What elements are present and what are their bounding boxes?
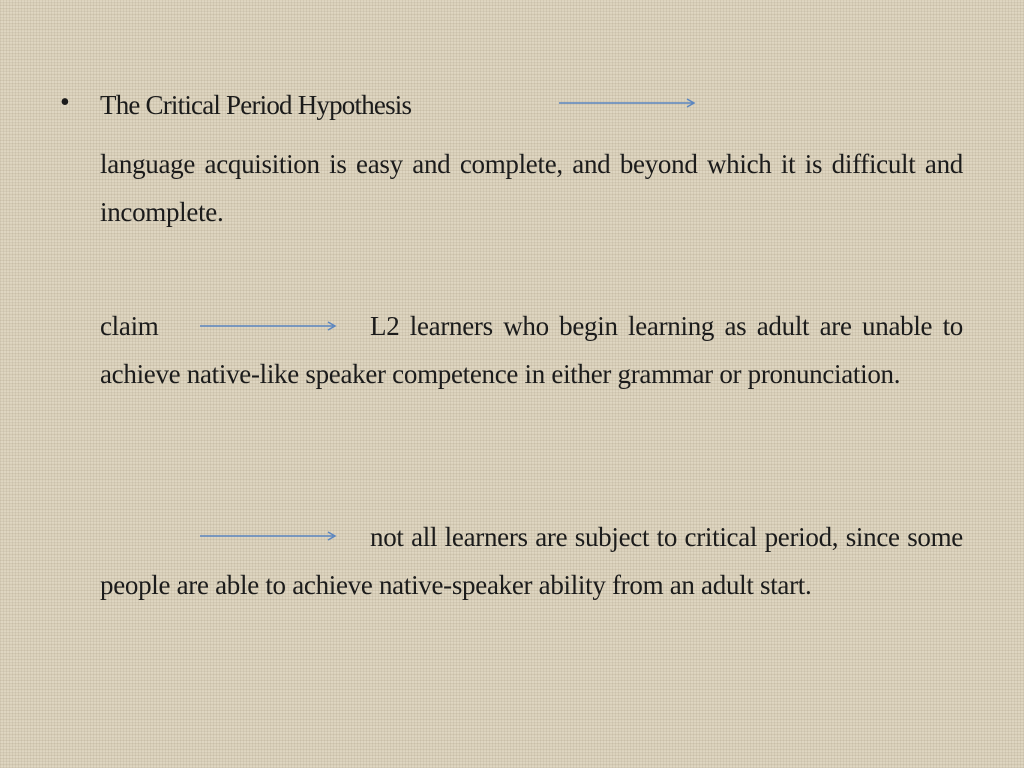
claim-text: L2 learners who begin learning as adult are unable to achieve native-like speaker competence in either grammar or pronunciation. bbox=[100, 311, 963, 389]
claim-label: claim bbox=[100, 311, 159, 341]
counterclaim-text: not all learners are subject to critical period, since some people are able to achieve native-speaker ability from an adult start. bbox=[100, 522, 963, 600]
definition-paragraph: language acquisition is easy and complete, and beyond which it is difficult and incomplete. bbox=[100, 149, 963, 227]
claim-paragraph bbox=[100, 302, 963, 398]
counterclaim-paragraph bbox=[100, 513, 963, 609]
bullet-dot: • bbox=[60, 87, 70, 118]
right-arrow-icon bbox=[558, 96, 698, 110]
slide-heading: The Critical Period Hypothesis bbox=[100, 90, 412, 120]
